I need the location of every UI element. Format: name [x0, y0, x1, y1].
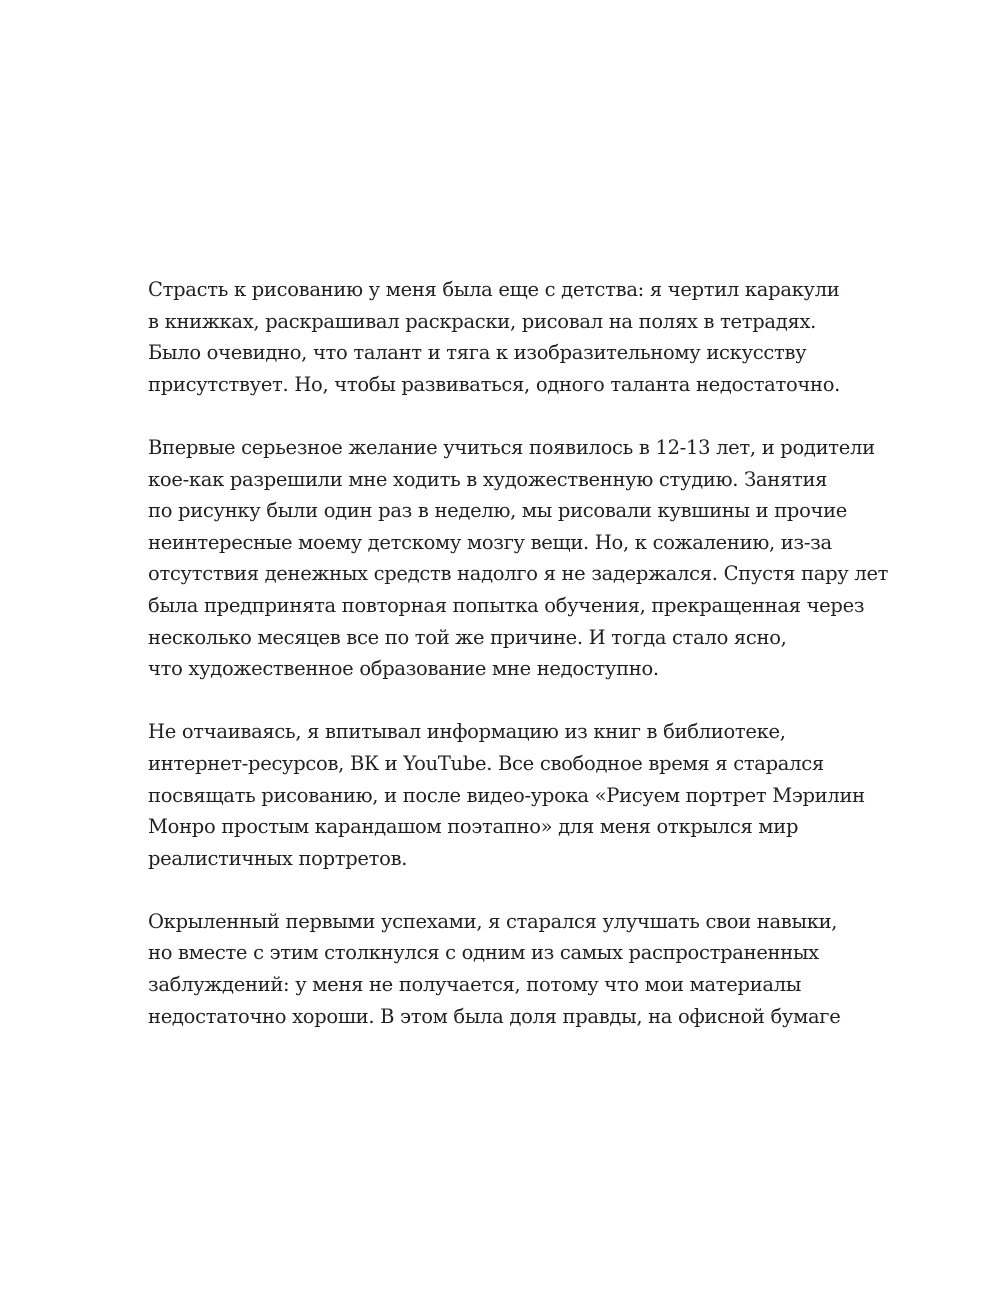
- text-line: была предпринята повторная попытка обучения, прекращенная через: [148, 593, 865, 617]
- text-line: Не отчаиваясь, я впитывал информацию из книг в библиотеке,: [148, 720, 786, 744]
- paragraph-4: [148, 906, 868, 1032]
- text-line: несколько месяцев все по той же причине. И тогда стало ясно,: [148, 625, 787, 649]
- paragraph-2: [148, 432, 889, 685]
- text-line: заблуждений: у меня не получается, потому что мои материалы: [148, 973, 802, 997]
- text-line: по рисунку были один раз в неделю, мы рисовали кувшины и прочие: [148, 499, 848, 523]
- text-line: отсутствия денежных средств надолго я не задержался. Спустя пару лет: [148, 562, 889, 586]
- paragraph-1: [148, 274, 868, 400]
- text-line: что художественное образование мне недоступно.: [148, 657, 659, 681]
- text-line: Впервые серьезное желание учиться появилось в 12-13 лет, и родители: [148, 435, 875, 459]
- text-line: в книжках, раскрашивал раскраски, рисовал на полях в тетрадях.: [148, 309, 817, 333]
- text-line: Монро простым карандашом поэтапно» для меня открылся мир: [148, 815, 799, 839]
- text-line: реалистичных портретов.: [148, 846, 408, 870]
- paragraph-3: [148, 716, 868, 874]
- text-line: Страсть к рисованию у меня была еще с детства: я чертил каракули: [148, 278, 840, 301]
- body-text: [148, 274, 889, 1064]
- text-line: посвящать рисованию, и после видео-урока «Рисуем портрет Мэрилин: [148, 783, 865, 807]
- text-line: но вместе с этим столкнулся с одним из самых распространенных: [148, 941, 819, 965]
- text-line: присутствует. Но, чтобы развиваться, одного таланта недостаточно.: [148, 372, 841, 396]
- text-line: Было очевидно, что талант и тяга к изобразительному искусству: [148, 341, 807, 365]
- text-line: интернет-ресурсов, ВК и YouTube. Все свободное время я старался: [148, 751, 824, 775]
- text-line: недостаточно хороши. В этом была доля правды, на офисной бумаге: [148, 1004, 841, 1028]
- text-line: кое-как разрешили мне ходить в художественную студию. Занятия: [148, 467, 828, 491]
- text-line: неинтересные моему детскому мозгу вещи. Но, к сожалению, из-за: [148, 530, 832, 554]
- text-line: Окрыленный первыми успехами, я старался улучшать свои навыки,: [148, 909, 838, 933]
